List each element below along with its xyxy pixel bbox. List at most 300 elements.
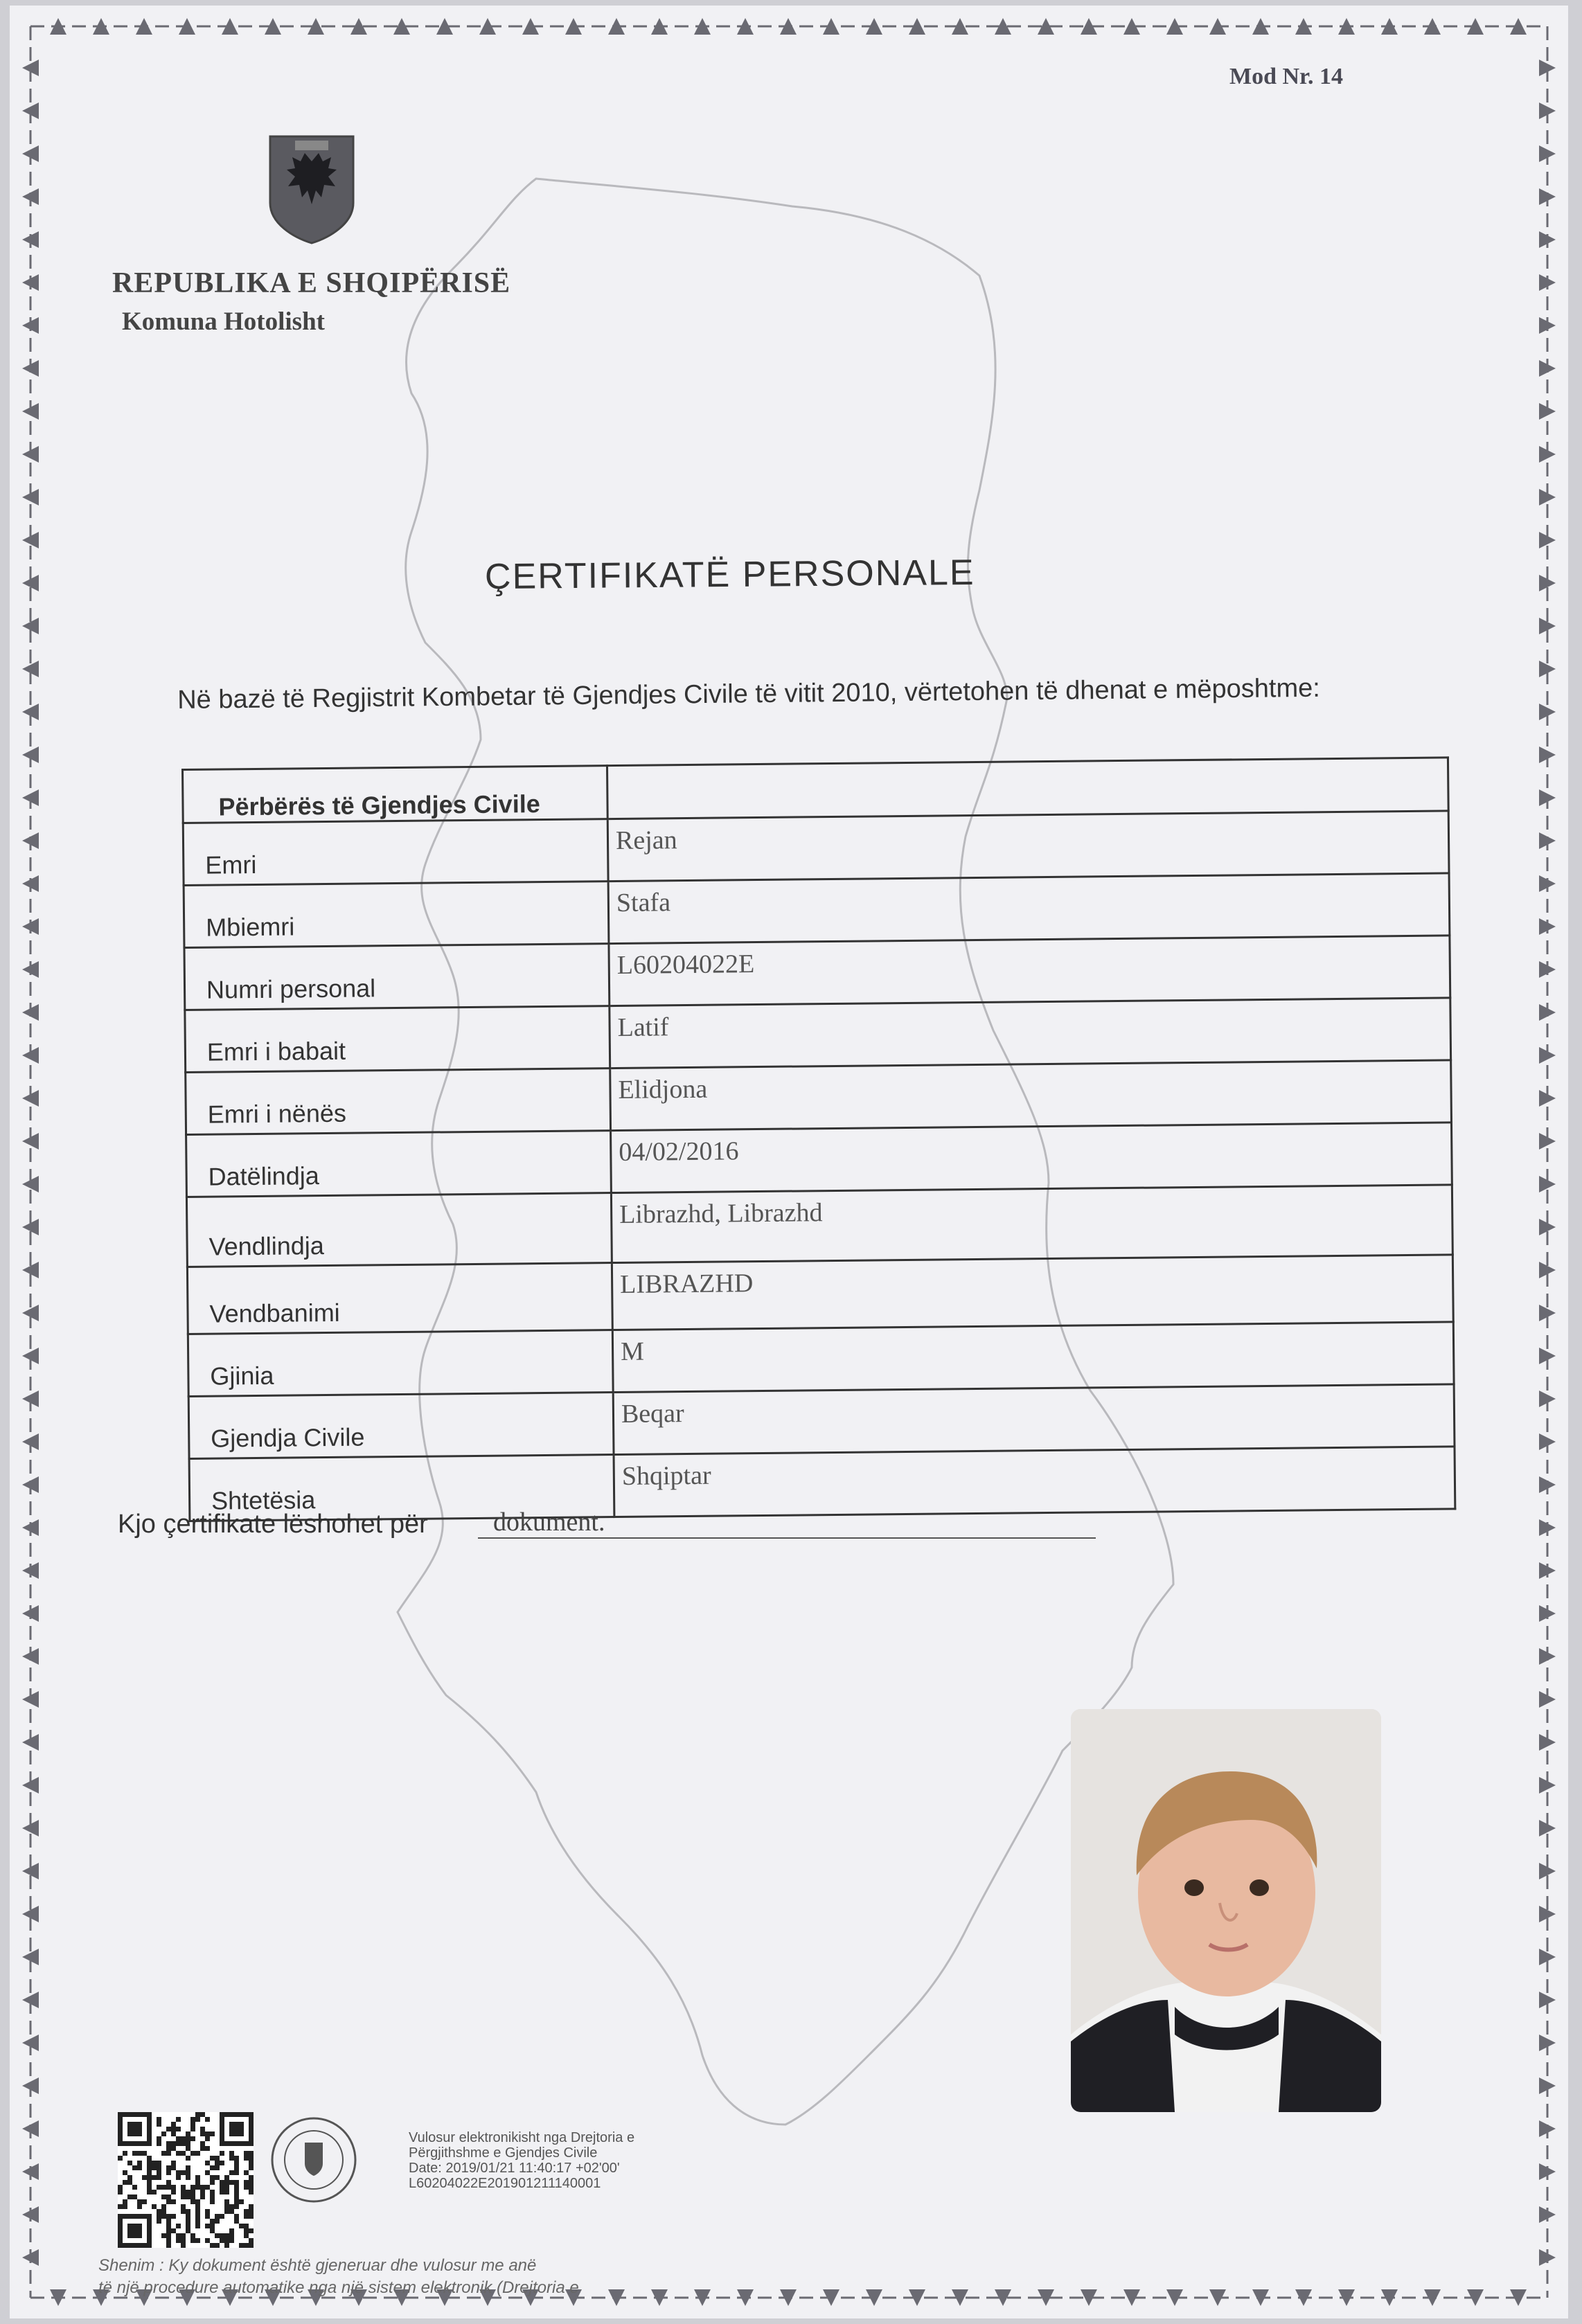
qr-module	[210, 2224, 215, 2228]
qr-module	[220, 2180, 224, 2185]
qr-module	[234, 2170, 239, 2175]
qr-module	[132, 2165, 137, 2170]
qr-module	[157, 2122, 161, 2127]
qr-module	[244, 2180, 249, 2185]
qr-module	[229, 2209, 234, 2214]
albanian-emblem-icon	[267, 134, 356, 244]
qr-module	[137, 2199, 142, 2204]
row-value: Rejan	[607, 811, 1449, 882]
qr-module	[229, 2228, 234, 2233]
qr-module	[181, 2243, 186, 2248]
qr-module	[200, 2185, 205, 2190]
qr-module	[157, 2117, 161, 2122]
table-row	[186, 1185, 1452, 1267]
qr-module	[195, 2219, 200, 2224]
qr-module	[186, 2141, 190, 2146]
qr-module	[166, 2224, 171, 2228]
qr-module	[176, 2233, 181, 2238]
qr-module	[205, 2209, 210, 2214]
qr-module	[152, 2161, 157, 2165]
qr-module	[205, 2146, 210, 2151]
qr-module	[157, 2219, 161, 2224]
qr-module	[127, 2127, 132, 2131]
qr-module	[147, 2238, 152, 2243]
qr-module	[215, 2156, 220, 2161]
qr-module	[137, 2214, 142, 2219]
seal-line: Vulosur elektronikisht nga Drejtoria e	[409, 2130, 635, 2145]
qr-module	[200, 2141, 205, 2146]
qr-module	[229, 2131, 234, 2136]
table-row	[185, 998, 1451, 1073]
qr-module	[186, 2190, 190, 2195]
qr-module	[234, 2161, 239, 2165]
qr-module	[190, 2122, 195, 2127]
table-row	[186, 1060, 1452, 1135]
qr-module	[210, 2219, 215, 2224]
qr-module	[181, 2195, 186, 2199]
qr-module	[244, 2243, 249, 2248]
qr-module	[244, 2170, 249, 2175]
qr-module	[132, 2112, 137, 2117]
qr-code	[118, 2112, 254, 2248]
qr-module	[118, 2141, 123, 2146]
qr-module	[118, 2122, 123, 2127]
qr-module	[181, 2185, 186, 2190]
qr-module	[205, 2238, 210, 2243]
qr-module	[118, 2233, 123, 2238]
row-label: Shtetësia	[189, 1455, 614, 1521]
civil-status-table	[181, 756, 1456, 1522]
qr-module	[249, 2151, 254, 2156]
qr-module	[239, 2243, 244, 2248]
seal-line: Përgjithshme e Gjendjes Civile	[409, 2145, 598, 2161]
qr-module	[200, 2146, 205, 2151]
qr-module	[132, 2195, 137, 2199]
qr-module	[200, 2190, 205, 2195]
qr-module	[234, 2112, 239, 2117]
qr-module	[224, 2204, 229, 2209]
qr-module	[249, 2156, 254, 2161]
qr-module	[234, 2131, 239, 2136]
qr-module	[249, 2136, 254, 2141]
qr-module	[123, 2170, 127, 2175]
qr-module	[132, 2127, 137, 2131]
qr-module	[234, 2219, 239, 2224]
qr-module	[147, 2228, 152, 2233]
qr-module	[220, 2233, 224, 2238]
qr-module	[166, 2233, 171, 2238]
qr-module	[137, 2151, 142, 2156]
qr-module	[142, 2214, 147, 2219]
qr-module	[249, 2214, 254, 2219]
qr-module	[176, 2136, 181, 2141]
qr-module	[157, 2136, 161, 2141]
qr-module	[229, 2127, 234, 2131]
row-value: Latif	[610, 998, 1451, 1069]
qr-module	[118, 2112, 123, 2117]
qr-module	[210, 2175, 215, 2180]
qr-module	[171, 2141, 176, 2146]
qr-module	[215, 2233, 220, 2238]
qr-module	[147, 2243, 152, 2248]
qr-module	[186, 2175, 190, 2180]
qr-module	[137, 2127, 142, 2131]
qr-module	[249, 2141, 254, 2146]
qr-module	[220, 2127, 224, 2131]
qr-module	[229, 2238, 234, 2243]
row-value: Librazhd, Librazhd	[611, 1185, 1452, 1263]
qr-module	[224, 2233, 229, 2238]
qr-module	[127, 2131, 132, 2136]
qr-module	[239, 2127, 244, 2131]
qr-module	[239, 2224, 244, 2228]
qr-module	[249, 2161, 254, 2165]
qr-module	[234, 2214, 239, 2219]
qr-module	[127, 2195, 132, 2199]
qr-module	[132, 2233, 137, 2238]
qr-module	[123, 2199, 127, 2204]
qr-module	[142, 2112, 147, 2117]
qr-module	[161, 2151, 166, 2156]
row-value: L60204022E	[609, 936, 1450, 1006]
qr-module	[157, 2214, 161, 2219]
qr-module	[249, 2122, 254, 2127]
qr-module	[190, 2195, 195, 2199]
row-label: Vendbanimi	[187, 1263, 612, 1334]
qr-module	[220, 2136, 224, 2141]
qr-module	[190, 2185, 195, 2190]
qr-module	[171, 2214, 176, 2219]
qr-module	[176, 2170, 181, 2175]
qr-module	[176, 2127, 181, 2131]
qr-module	[190, 2136, 195, 2141]
qr-module	[200, 2127, 205, 2131]
qr-module	[127, 2180, 132, 2185]
qr-module	[220, 2112, 224, 2117]
qr-module	[249, 2238, 254, 2243]
qr-module	[186, 2156, 190, 2161]
qr-module	[205, 2185, 210, 2190]
qr-module	[123, 2112, 127, 2117]
qr-module	[195, 2180, 200, 2185]
qr-module	[244, 2151, 249, 2156]
qr-module	[118, 2127, 123, 2131]
qr-module	[220, 2141, 224, 2146]
qr-module	[181, 2136, 186, 2141]
qr-module	[137, 2224, 142, 2228]
qr-module	[210, 2165, 215, 2170]
qr-module	[229, 2233, 234, 2238]
form-number: Mod Nr. 14	[1229, 64, 1344, 89]
table-row	[183, 811, 1449, 886]
row-label: Emri i nënës	[186, 1069, 611, 1135]
qr-module	[224, 2190, 229, 2195]
qr-module	[166, 2219, 171, 2224]
qr-module	[166, 2146, 171, 2151]
qr-module	[244, 2156, 249, 2161]
qr-module	[166, 2127, 171, 2131]
qr-module	[186, 2136, 190, 2141]
qr-module	[161, 2204, 166, 2209]
qr-module	[220, 2131, 224, 2136]
qr-module	[176, 2175, 181, 2180]
qr-module	[234, 2185, 239, 2190]
qr-module	[137, 2228, 142, 2233]
qr-module	[171, 2146, 176, 2151]
row-label: Emri i babait	[185, 1006, 610, 1073]
qr-module	[166, 2185, 171, 2190]
qr-module	[249, 2204, 254, 2209]
qr-module	[220, 2151, 224, 2156]
qr-module	[118, 2190, 123, 2195]
table-row	[187, 1255, 1453, 1334]
qr-module	[157, 2175, 161, 2180]
qr-module	[161, 2214, 166, 2219]
qr-module	[118, 2117, 123, 2122]
qr-module	[147, 2190, 152, 2195]
qr-module	[147, 2185, 152, 2190]
qr-module	[157, 2209, 161, 2214]
qr-module	[249, 2165, 254, 2170]
qr-module	[249, 2127, 254, 2131]
qr-module	[147, 2224, 152, 2228]
qr-module	[195, 2214, 200, 2219]
qr-module	[229, 2170, 234, 2175]
qr-module	[234, 2127, 239, 2131]
qr-module	[123, 2151, 127, 2156]
qr-module	[234, 2204, 239, 2209]
qr-module	[118, 2219, 123, 2224]
qr-module	[147, 2214, 152, 2219]
qr-module	[132, 2151, 137, 2156]
qr-module	[244, 2233, 249, 2238]
qr-module	[195, 2238, 200, 2243]
qr-module	[171, 2199, 176, 2204]
qr-module	[244, 2214, 249, 2219]
note-line: të një procedure automatike nga një sistem elektronik (Drejtoria e	[98, 2278, 579, 2297]
qr-module	[161, 2185, 166, 2190]
qr-module	[195, 2224, 200, 2228]
qr-module	[161, 2209, 166, 2214]
qr-module	[205, 2214, 210, 2219]
qr-module	[176, 2117, 181, 2122]
qr-module	[152, 2165, 157, 2170]
qr-module	[157, 2141, 161, 2146]
qr-module	[186, 2146, 190, 2151]
qr-module	[249, 2209, 254, 2214]
qr-module	[249, 2180, 254, 2185]
qr-module	[181, 2151, 186, 2156]
qr-module	[244, 2185, 249, 2190]
qr-module	[229, 2180, 234, 2185]
qr-module	[137, 2112, 142, 2117]
qr-module	[127, 2228, 132, 2233]
qr-module	[166, 2141, 171, 2146]
qr-module	[224, 2180, 229, 2185]
row-label: Mbiemri	[184, 882, 609, 948]
qr-module	[147, 2112, 152, 2117]
qr-module	[137, 2131, 142, 2136]
qr-module	[147, 2141, 152, 2146]
qr-module	[210, 2195, 215, 2199]
qr-module	[190, 2117, 195, 2122]
qr-module	[118, 2131, 123, 2136]
intro-text: Në bazë të Regjistrit Kombetar të Gjendjes Civile të vitit 2010, vërtetohen të dhenat e mëposhtme:	[177, 673, 1321, 715]
qr-module	[171, 2161, 176, 2165]
qr-module	[224, 2141, 229, 2146]
qr-module	[118, 2243, 123, 2248]
qr-module	[239, 2141, 244, 2146]
qr-module	[127, 2141, 132, 2146]
qr-module	[147, 2131, 152, 2136]
qr-module	[210, 2190, 215, 2195]
qr-module	[186, 2131, 190, 2136]
qr-module	[132, 2224, 137, 2228]
qr-module	[220, 2122, 224, 2127]
issued-for-value: dokument.	[478, 1507, 1096, 1539]
qr-module	[234, 2122, 239, 2127]
qr-module	[181, 2233, 186, 2238]
qr-module	[195, 2185, 200, 2190]
qr-module	[249, 2228, 254, 2233]
qr-module	[137, 2122, 142, 2127]
row-value: Stafa	[608, 873, 1450, 944]
qr-module	[181, 2209, 186, 2214]
qr-module	[118, 2214, 123, 2219]
qr-module	[171, 2127, 176, 2131]
qr-module	[186, 2214, 190, 2219]
qr-module	[123, 2214, 127, 2219]
qr-module	[249, 2243, 254, 2248]
qr-module	[224, 2238, 229, 2243]
qr-module	[205, 2161, 210, 2165]
qr-module	[215, 2175, 220, 2180]
commune-name: Komuna Hotolisht	[122, 307, 325, 336]
qr-module	[186, 2209, 190, 2214]
qr-module	[186, 2219, 190, 2224]
qr-module	[190, 2190, 195, 2195]
qr-module	[147, 2170, 152, 2175]
qr-module	[166, 2238, 171, 2243]
qr-module	[132, 2141, 137, 2146]
qr-module	[249, 2175, 254, 2180]
qr-module	[215, 2161, 220, 2165]
qr-module	[200, 2195, 205, 2199]
qr-module	[234, 2195, 239, 2199]
qr-module	[132, 2243, 137, 2248]
qr-module	[118, 2224, 123, 2228]
qr-module	[161, 2131, 166, 2136]
issued-for-label: Kjo çertifikate lëshohet për	[118, 1510, 428, 1539]
row-value: Elidjona	[610, 1060, 1452, 1131]
qr-module	[137, 2141, 142, 2146]
row-value: Beqar	[613, 1384, 1455, 1455]
qr-module	[249, 2185, 254, 2190]
qr-module	[171, 2190, 176, 2195]
qr-module	[171, 2228, 176, 2233]
child-portrait-photo	[1071, 1709, 1381, 2112]
qr-module	[195, 2112, 200, 2117]
official-stamp-icon	[269, 2115, 359, 2205]
qr-module	[176, 2238, 181, 2243]
qr-module	[118, 2136, 123, 2141]
qr-module	[220, 2185, 224, 2190]
qr-module	[249, 2112, 254, 2117]
qr-module	[210, 2243, 215, 2248]
qr-module	[147, 2233, 152, 2238]
qr-module	[118, 2238, 123, 2243]
qr-module	[200, 2112, 205, 2117]
qr-module	[229, 2112, 234, 2117]
qr-module	[152, 2204, 157, 2209]
qr-module	[205, 2224, 210, 2228]
qr-module	[186, 2165, 190, 2170]
qr-module	[176, 2224, 181, 2228]
footer-note	[98, 2255, 579, 2299]
qr-module	[137, 2161, 142, 2165]
qr-module	[171, 2122, 176, 2127]
qr-module	[186, 2228, 190, 2233]
qr-module	[127, 2161, 132, 2165]
qr-module	[224, 2175, 229, 2180]
qr-module	[152, 2175, 157, 2180]
qr-module	[186, 2224, 190, 2228]
qr-module	[229, 2156, 234, 2161]
qr-module	[190, 2199, 195, 2204]
qr-module	[244, 2209, 249, 2214]
table-header-value	[607, 758, 1448, 819]
qr-module	[176, 2141, 181, 2146]
qr-module	[249, 2131, 254, 2136]
row-value: M	[612, 1322, 1454, 1393]
qr-module	[127, 2175, 132, 2180]
qr-module	[166, 2228, 171, 2233]
qr-module	[244, 2224, 249, 2228]
qr-module	[147, 2136, 152, 2141]
qr-module	[137, 2243, 142, 2248]
note-line: Shenim : Ky dokument është gjeneruar dhe vulosur me anë	[98, 2256, 537, 2275]
qr-module	[186, 2195, 190, 2199]
qr-module	[147, 2175, 152, 2180]
qr-module	[224, 2243, 229, 2248]
qr-module	[181, 2204, 186, 2209]
seal-line: L60204022E201901211140001	[409, 2176, 601, 2191]
qr-module	[161, 2233, 166, 2238]
qr-module	[123, 2141, 127, 2146]
qr-module	[200, 2131, 205, 2136]
qr-module	[234, 2199, 239, 2204]
qr-module	[210, 2156, 215, 2161]
qr-module	[215, 2243, 220, 2248]
qr-module	[137, 2165, 142, 2170]
qr-module	[239, 2199, 244, 2204]
electronic-seal-text	[409, 2130, 634, 2191]
qr-module	[118, 2228, 123, 2233]
row-value: LIBRAZHD	[612, 1255, 1453, 1330]
qr-module	[147, 2219, 152, 2224]
table-row	[188, 1384, 1455, 1459]
qr-module	[132, 2122, 137, 2127]
row-value: Shqiptar	[614, 1447, 1455, 1517]
qr-module	[118, 2185, 123, 2190]
qr-module	[244, 2112, 249, 2117]
qr-module	[123, 2243, 127, 2248]
qr-module	[229, 2141, 234, 2146]
qr-module	[157, 2185, 161, 2190]
qr-module	[166, 2170, 171, 2175]
qr-module	[220, 2161, 224, 2165]
qr-module	[118, 2204, 123, 2209]
